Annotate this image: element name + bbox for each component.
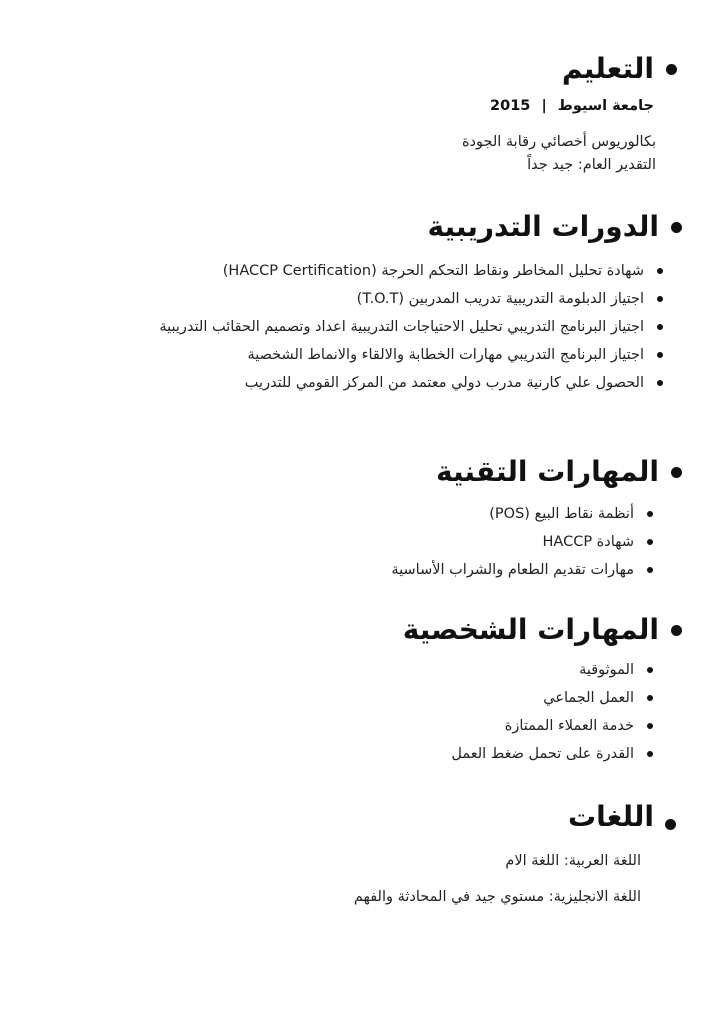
language-arabic: اللغة العربية: اللغة الام (505, 853, 641, 869)
education-title: التعليم (561, 52, 654, 85)
separator: | (541, 98, 547, 114)
university-name: جامعة اسيوط (557, 98, 654, 114)
training-title: الدورات التدريبية (427, 210, 659, 243)
bullet-icon (647, 567, 653, 573)
grade: التقدير العام: جيد جداً (527, 157, 656, 173)
languages-title: اللغات (568, 800, 654, 833)
list-item: أنظمة نقاط البيع (POS) (391, 500, 656, 528)
list-item: مهارات تقديم الطعام والشراب الأساسية (391, 556, 656, 584)
list-item: الموثوقية (451, 656, 656, 684)
list-item: خدمة العملاء الممتازة (451, 712, 656, 740)
section-bullet-icon (671, 467, 682, 478)
bullet-icon (657, 296, 663, 302)
bullet-icon (647, 751, 653, 757)
degree: بكالوريوس أخصائي رقابة الجودة (461, 134, 656, 150)
list-item: اجتياز البرنامج التدريبي مهارات الخطابة والالقاء والانماط الشخصية (146, 341, 666, 369)
personal-skills-list (451, 656, 656, 768)
technical-skills-title: المهارات التقنية (435, 455, 659, 488)
section-bullet-icon (671, 222, 682, 233)
bullet-icon (657, 380, 663, 386)
bullet-icon (657, 324, 663, 330)
list-item: شهادة HACCP (391, 528, 656, 556)
language-english: اللغة الانجليزية: مستوي جيد في المحادثة والفهم (353, 889, 641, 905)
section-bullet-icon (665, 819, 676, 830)
section-bullet-icon (666, 64, 677, 75)
list-item: العمل الجماعي (451, 684, 656, 712)
list-item: اجتياز البرنامج التدريبي تحليل الاحتياجات التدريبية اعداد وتصميم الحقائب التدريبية (146, 313, 666, 341)
list-item: شهادة تحليل المخاطر ونقاط التحكم الحرجة (HACCP Certification) (146, 257, 666, 285)
bullet-icon (647, 667, 653, 673)
bullet-icon (657, 268, 663, 274)
bullet-icon (647, 695, 653, 701)
bullet-icon (647, 723, 653, 729)
list-item: اجتياز الدبلومة التدريبية تدريب المدربين (T.O.T) (146, 285, 666, 313)
technical-skills-list (391, 500, 656, 584)
bullet-icon (647, 539, 653, 545)
training-list (146, 257, 666, 397)
section-bullet-icon (671, 625, 682, 636)
list-item: القدرة على تحمل ضغط العمل (451, 740, 656, 768)
bullet-icon (647, 511, 653, 517)
education-institution-line (490, 96, 654, 116)
graduation-year: 2015 (490, 98, 531, 114)
list-item: الحصول علي كارنية مدرب دولي معتمد من المركز القومي للتدريب (146, 369, 666, 397)
personal-skills-title: المهارات الشخصية (402, 613, 659, 646)
bullet-icon (657, 352, 663, 358)
